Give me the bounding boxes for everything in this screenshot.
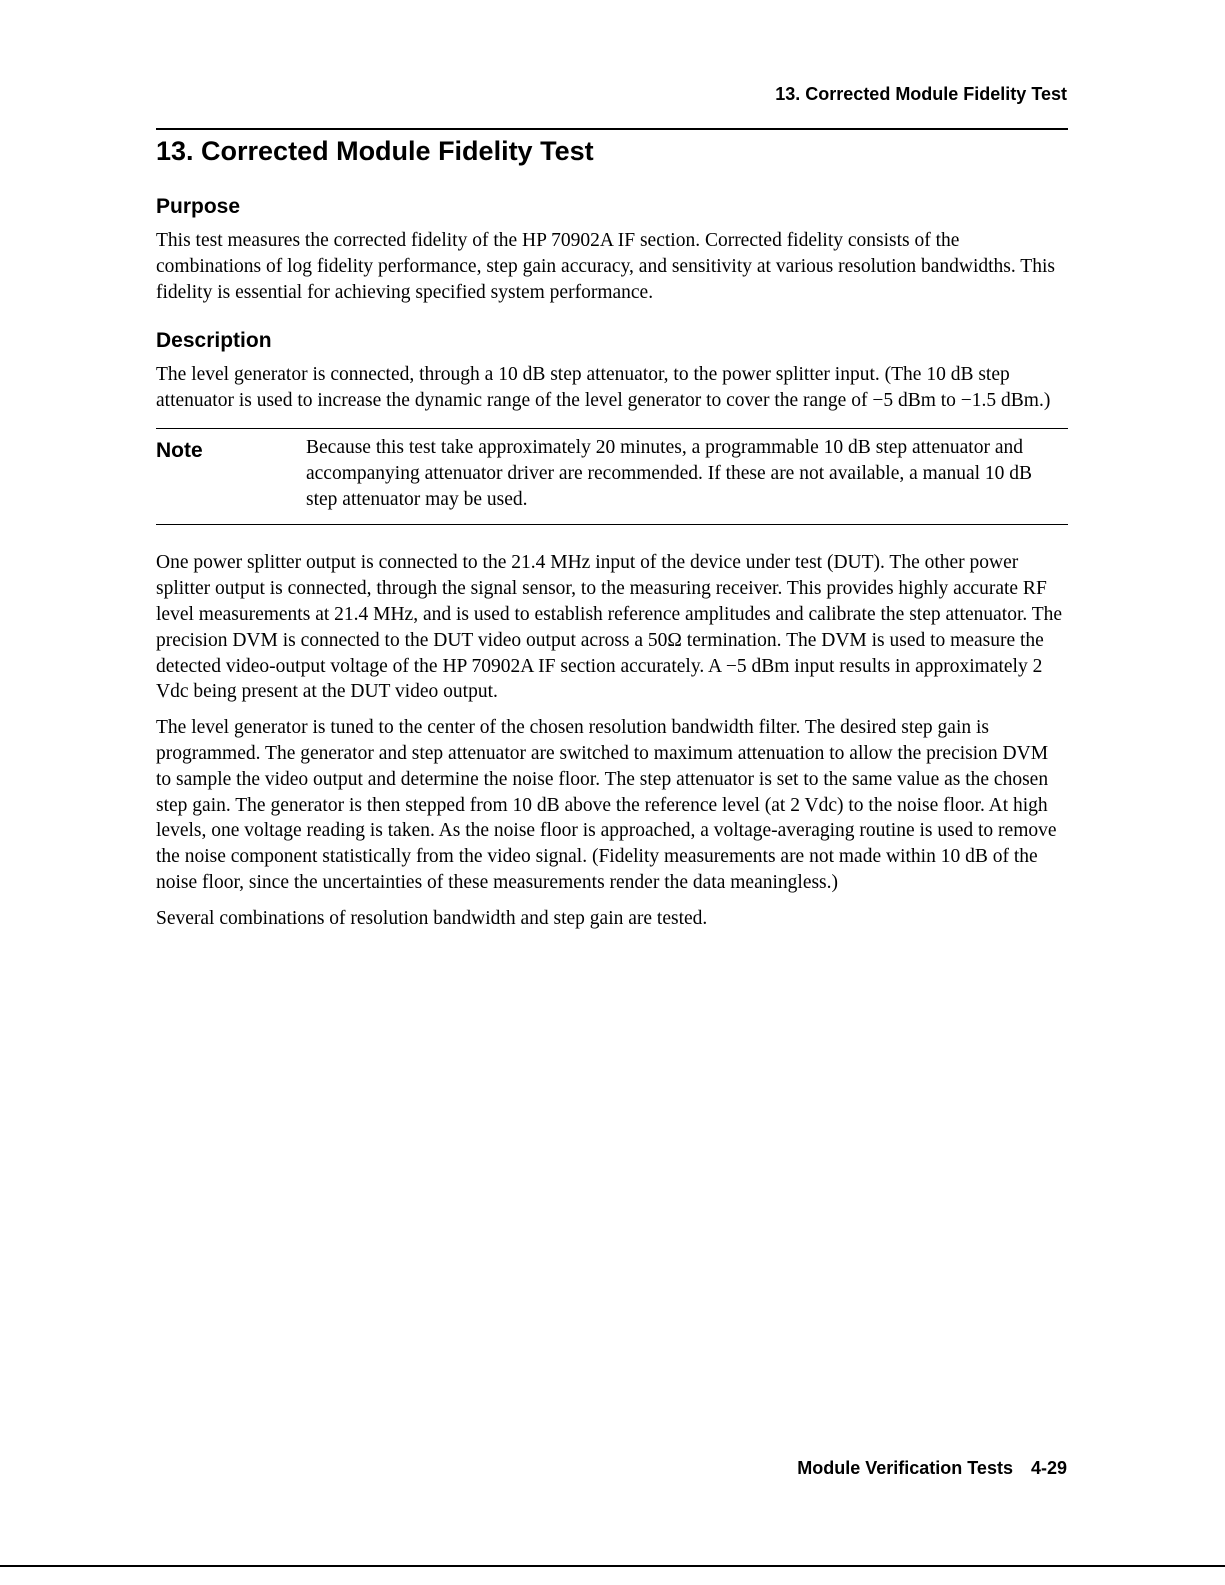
note-label: Note <box>156 438 203 462</box>
description-paragraph-combinations: Several combinations of resolution bandwidth and step gain are tested. <box>156 907 708 929</box>
running-header: 13. Corrected Module Fidelity Test <box>775 84 1067 104</box>
purpose-paragraph: This test measures the corrected fidelity of the HP 70902A IF section. Corrected fidelity consists of the combinations of log fidelity performance, step gain accuracy, and sensitivity at various resolution bandwidths. This fidelity is essential for achieving specified system performance. <box>156 230 1055 303</box>
description-paragraph-procedure: The level generator is tuned to the center of the chosen resolution bandwidth filter. The desired step gain is programmed. The generator and step attenuator are switched to maximum attenuation to allow the precision DVM to sample the video output and determine the noise floor. The step attenuator is set to the same value as the chosen step gain. The generator is then stepped from 10 dB above the reference level (at 2 Vdc) to the noise floor. At high levels, one voltage reading is taken. As the noise floor is approached, a voltage-averaging routine is used to remove the noise component statistically from the video signal. (Fidelity measurements are not made within 10 dB of the noise floor, since the uncertainties of these measurements render the data meaningless.) <box>156 717 1057 893</box>
description-intro-paragraph: The level generator is connected, through a 10 dB step attenuator, to the power splitter input. (The 10 dB step attenuator is used to increase the dynamic range of the level generator to cover the range of −5 dBm to −1.5 dBm.) <box>156 364 1051 412</box>
page-content <box>156 130 1068 932</box>
page-footer <box>797 1458 1067 1479</box>
purpose-heading: Purpose <box>156 195 241 218</box>
description-heading: Description <box>156 329 272 353</box>
page-number: 4-29 <box>1030 1458 1067 1478</box>
footer-section-title: Module Verification Tests <box>797 1458 1013 1478</box>
page-bottom-rule <box>0 1565 1225 1567</box>
note-box <box>156 428 1068 525</box>
description-paragraph-setup: One power splitter output is connected to the 21.4 MHz input of the device under test (DUT). The other power splitter output is connected, through the signal sensor, to the measuring receiver. This provides highly accurate RF level measurements at 21.4 MHz, and is used to establish reference amplitudes and calibrate the step attenuator. The precision DVM is connected to the DUT video output across a 50Ω termination. The DVM is used to measure the detected video-output voltage of the HP 70902A IF section accurately. A −5 dBm input results in approximately 2 Vdc being present at the DUT video output. <box>156 552 1063 703</box>
page-title: 13. Corrected Module Fidelity Test <box>156 136 594 166</box>
note-text: Because this test take approximately 20 minutes, a programmable 10 dB step attenuator and accompanying attenuator driver are recommended. If these are not available, a manual 10 dB step attenuator may be used. <box>306 436 1033 510</box>
